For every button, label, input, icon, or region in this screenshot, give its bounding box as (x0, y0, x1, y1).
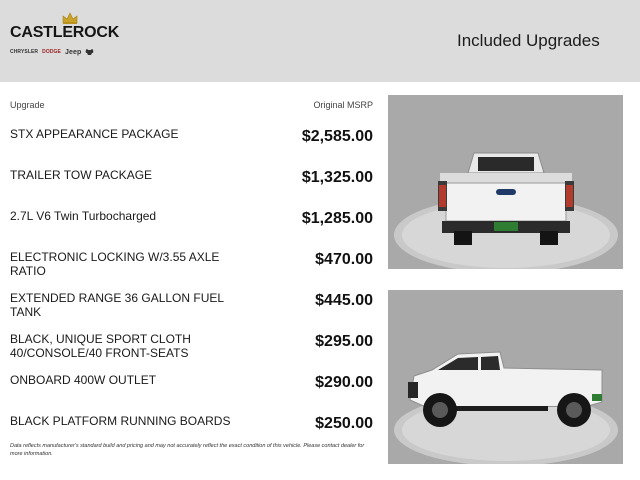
upgrade-row (10, 118, 373, 159)
upgrade-price: $2,585.00 (301, 128, 373, 145)
upgrade-row (10, 405, 373, 446)
column-header-upgrade: Upgrade (10, 100, 45, 110)
upgrade-price: $290.00 (315, 374, 373, 391)
truck-photo-rear[interactable] (388, 95, 623, 269)
upgrade-name: BLACK, UNIQUE SPORT CLOTH 40/CONSOLE/40 FRONT-SEATS (10, 332, 191, 360)
upgrade-name: EXTENDED RANGE 36 GALLON FUEL TANK (10, 291, 224, 319)
upgrade-price: $295.00 (315, 333, 373, 350)
brand-jeep: Jeep (64, 48, 82, 56)
header-bar (0, 0, 640, 82)
disclaimer-text: Data reflects manufacturer's standard build and pricing and may not accurately reflect the exact condition of this vehicle. Please contact dealer for more information. (10, 443, 365, 457)
upgrade-name: ONBOARD 400W OUTLET (10, 373, 157, 387)
brand-chrysler: CHRYSLER (10, 49, 39, 55)
column-header-msrp: Original MSRP (313, 100, 373, 110)
upgrade-name: BLACK PLATFORM RUNNING BOARDS (10, 414, 231, 428)
brand-row (10, 48, 94, 56)
dealer-name: CASTLEROCK (10, 24, 120, 41)
upgrade-row (10, 282, 373, 323)
upgrade-price: $445.00 (315, 292, 373, 309)
crown-icon (62, 12, 78, 24)
upgrade-price: $250.00 (315, 415, 373, 432)
upgrade-name: ELECTRONIC LOCKING W/3.55 AXLE RATIO (10, 250, 220, 278)
upgrade-row (10, 241, 373, 282)
page-title: Included Upgrades (457, 31, 600, 50)
upgrade-price: $470.00 (315, 251, 373, 268)
upgrade-price: $1,325.00 (301, 169, 373, 186)
upgrades-list (10, 118, 373, 446)
upgrade-price: $1,285.00 (301, 210, 373, 227)
dealer-logo[interactable] (10, 12, 120, 64)
upgrade-row (10, 364, 373, 405)
upgrade-row (10, 323, 373, 364)
upgrade-row (10, 200, 373, 241)
upgrade-name: TRAILER TOW PACKAGE (10, 168, 153, 182)
ram-head-icon (85, 48, 94, 56)
brand-dodge: DODGE (42, 49, 61, 55)
upgrade-row (10, 159, 373, 200)
upgrade-name: STX APPEARANCE PACKAGE (10, 127, 179, 141)
truck-photo-side[interactable] (388, 290, 623, 464)
upgrade-name: 2.7L V6 Twin Turbocharged (10, 209, 157, 223)
